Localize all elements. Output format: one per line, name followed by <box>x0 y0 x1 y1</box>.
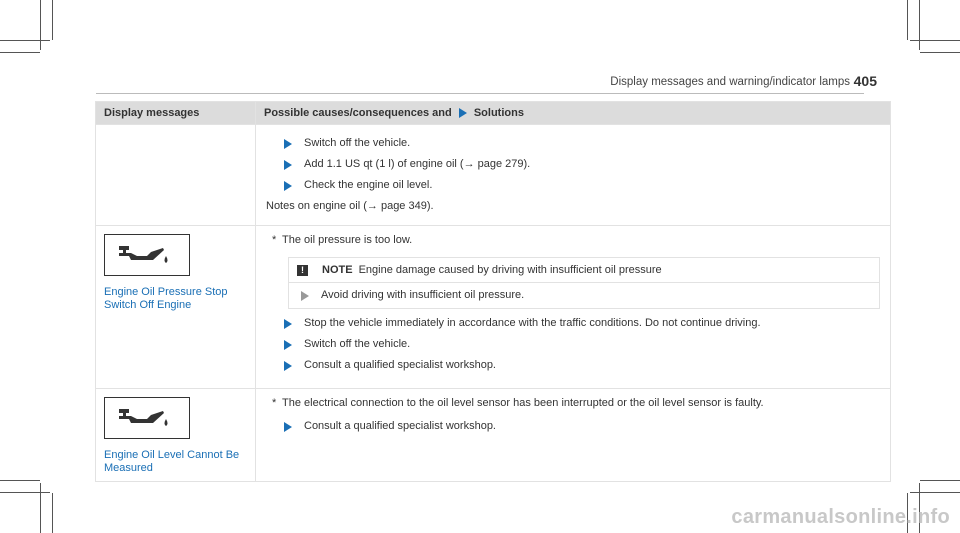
solution-cell <box>256 389 891 482</box>
display-cell <box>96 389 256 482</box>
triangle-arrow-icon <box>284 340 292 350</box>
table-row <box>96 226 891 389</box>
list-item: Consult a qualified specialist workshop. <box>284 420 880 433</box>
crop-mark <box>0 40 50 41</box>
crop-mark <box>0 480 40 481</box>
crop-mark <box>0 52 40 53</box>
list-item: Switch off the vehicle. <box>284 137 880 150</box>
crop-mark <box>920 52 960 53</box>
triangle-arrow-icon <box>284 160 292 170</box>
triangle-arrow-icon <box>284 181 292 191</box>
watermark: carmanualsonline.info <box>731 506 950 528</box>
message-name: Engine Oil Level Cannot Be Measured <box>104 449 240 474</box>
message-name: Engine Oil Pressure Stop Switch Off Engine <box>104 286 228 311</box>
triangle-arrow-icon <box>284 361 292 371</box>
triangle-arrow-icon <box>284 139 292 149</box>
note-box <box>288 257 880 309</box>
list-item: Switch off the vehicle. <box>284 338 880 351</box>
list-item: Check the engine oil level. <box>284 179 880 192</box>
warning-square-icon: ! <box>297 265 308 276</box>
crop-mark <box>910 40 960 41</box>
triangle-arrow-icon <box>284 422 292 432</box>
oil-can-icon <box>104 397 190 439</box>
oil-can-icon <box>104 234 190 276</box>
table-header-row <box>96 102 891 125</box>
note-label: NOTE <box>322 264 353 276</box>
display-cell <box>96 125 256 226</box>
triangle-arrow-icon <box>301 291 309 301</box>
crop-mark <box>920 480 960 481</box>
page-number: 405 <box>853 73 877 89</box>
crop-mark <box>40 0 41 50</box>
crop-mark <box>52 0 53 40</box>
table-row <box>96 389 891 482</box>
cause-text: * The electrical connection to the oil level sensor has been interrupted or the oil level sensor is faulty. <box>272 397 764 409</box>
display-messages-table <box>95 101 891 482</box>
display-cell <box>96 226 256 389</box>
note-reference: Notes on engine oil (→ page 349). <box>266 200 434 212</box>
header-divider <box>96 93 864 94</box>
list-item: Avoid driving with insufficient oil pressure. <box>301 289 879 302</box>
column-header-display: Display messages <box>96 102 256 125</box>
table-row <box>96 125 891 226</box>
crop-mark <box>907 0 908 40</box>
crop-mark <box>910 492 960 493</box>
section-title: Display messages and warning/indicator lamps <box>610 76 850 88</box>
crop-mark <box>919 0 920 50</box>
triangle-arrow-icon <box>459 108 467 118</box>
triangle-arrow-icon <box>284 319 292 329</box>
cause-text: * The oil pressure is too low. <box>272 234 413 246</box>
column-header-solutions: Possible causes/consequences and Solutions <box>256 102 891 125</box>
list-item: Stop the vehicle immediately in accordance with the traffic conditions. Do not continue driving. <box>284 317 880 330</box>
list-item: Consult a qualified specialist workshop. <box>284 359 880 372</box>
solution-cell <box>256 125 891 226</box>
crop-mark <box>0 492 50 493</box>
crop-mark <box>52 493 53 533</box>
solution-cell <box>256 226 891 389</box>
note-header <box>289 258 879 283</box>
crop-mark <box>40 483 41 533</box>
list-item: Add 1.1 US qt (1 l) of engine oil (→ page 279). <box>284 158 880 171</box>
note-title: Engine damage caused by driving with insufficient oil pressure <box>358 264 662 276</box>
